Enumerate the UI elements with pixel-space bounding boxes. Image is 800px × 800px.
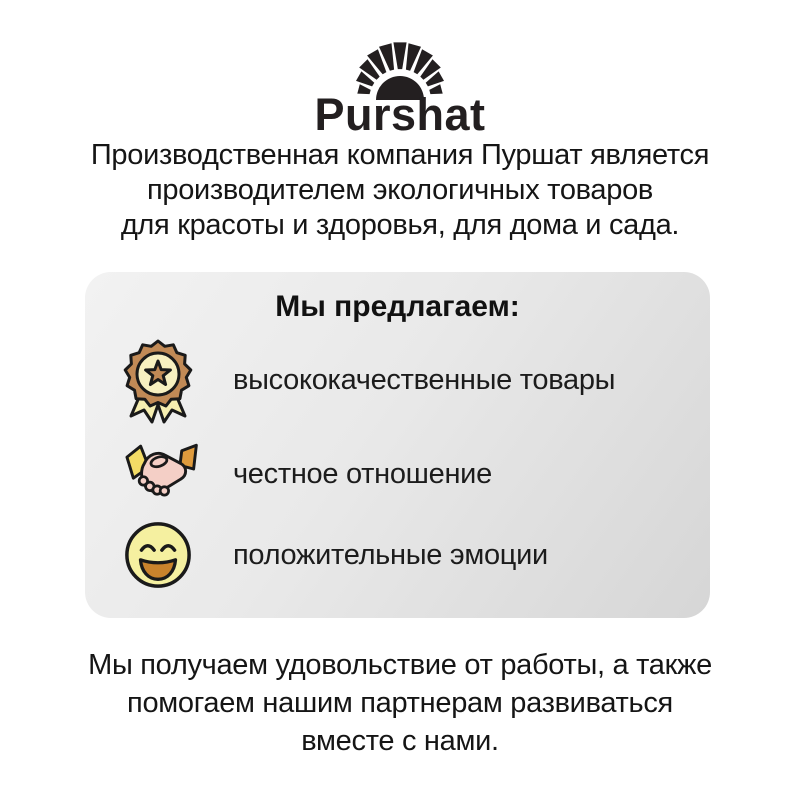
offer-label: положительные эмоции xyxy=(233,538,548,571)
handshake-knuckle xyxy=(160,486,168,494)
outro-line: Мы получаем удовольствие от работы, а также xyxy=(88,649,712,681)
outro-line: вместе с нами. xyxy=(301,725,499,757)
offer-item-honesty xyxy=(116,434,694,514)
award-medal-icon xyxy=(116,336,200,424)
outro-line: помогаем нашим партнерам развиваться xyxy=(127,687,673,719)
intro-line: Производственная компания Пуршат является xyxy=(90,139,710,171)
offer-card xyxy=(85,272,710,618)
offer-label: высококачественные товары xyxy=(233,363,616,396)
intro-line: для красоты и здоровья, для дома и сада. xyxy=(120,209,680,241)
sun-ray xyxy=(393,42,406,69)
icon-box xyxy=(116,437,200,512)
icon-box xyxy=(116,520,200,590)
brand-wordmark: Purshat xyxy=(314,89,486,140)
offer-item-quality xyxy=(116,332,694,428)
outro-paragraph xyxy=(0,646,800,760)
offer-heading: Мы предлагаем: xyxy=(275,290,520,323)
intro-line: производителем экологичных товаров xyxy=(146,174,654,206)
offer-item-emotions xyxy=(116,518,694,592)
intro-paragraph xyxy=(0,138,800,243)
logo xyxy=(0,22,800,140)
icon-box xyxy=(116,336,200,424)
handshake-icon xyxy=(116,437,200,512)
offer-label: честное отношение xyxy=(233,457,492,490)
smiley-icon xyxy=(123,520,193,590)
